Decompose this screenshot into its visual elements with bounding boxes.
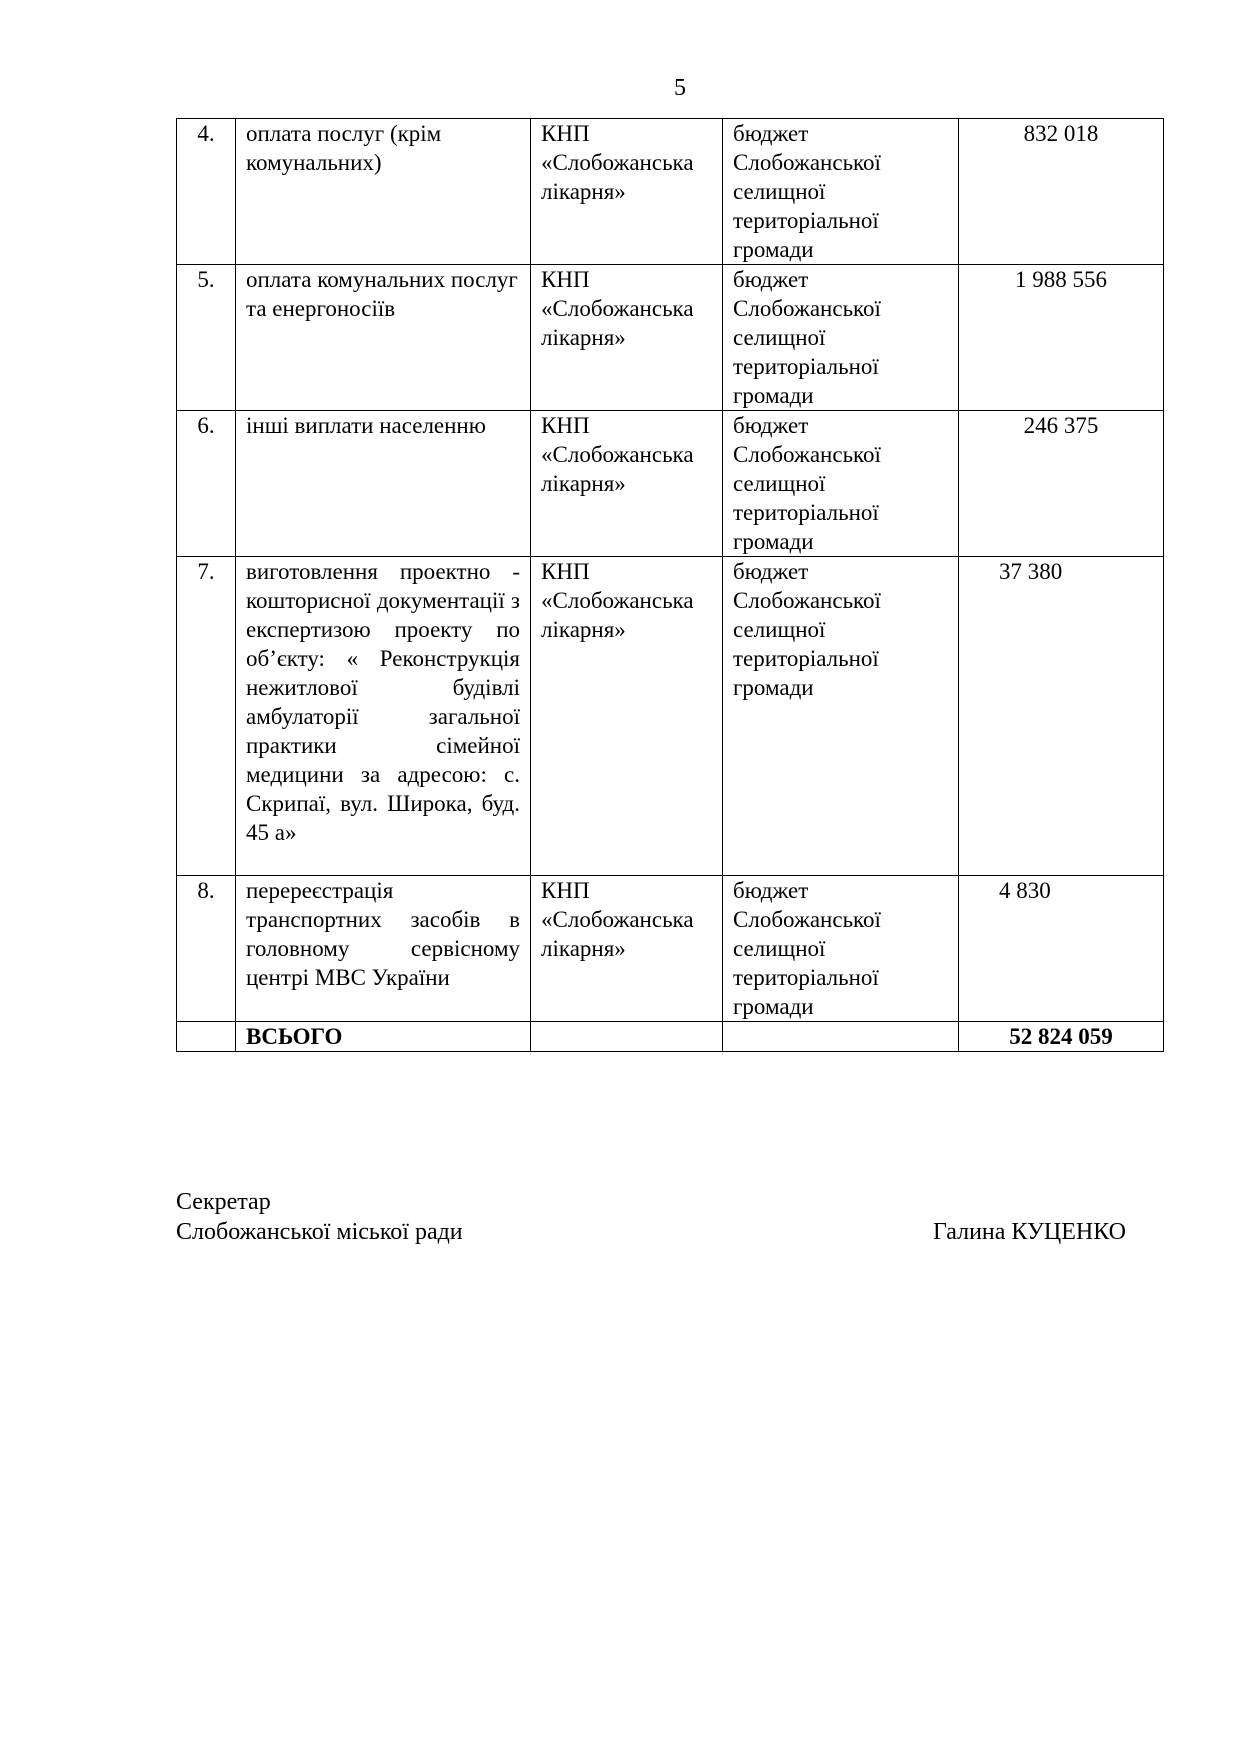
expense-name: оплата комунальних послуг та енергоносіїв: [236, 265, 531, 411]
expense-name: інші виплати населенню: [236, 411, 531, 557]
amount: 37 380: [959, 557, 1164, 876]
table-row: [177, 265, 1164, 411]
funding-source: бюджет Слобожанської селищної територіальної громади: [723, 557, 959, 876]
amount: 246 375: [959, 411, 1164, 557]
funding-source: бюджет Слобожанської селищної територіальної громади: [723, 265, 959, 411]
signer-council: Слобожанської міської ради: [176, 1219, 463, 1245]
expense-name: виготовлення проектно - кошторисної документації з експертизою проекту по об’єкту: « Реконструкція нежитлової будівлі амбулаторії загальної практики сімейної медицини за адресою: с. Скрипаї, вул. Широка, буд. 45 а»: [236, 557, 531, 876]
total-organization-cell: [531, 1022, 723, 1052]
organization: КНП «Слобожанська лікарня»: [531, 265, 723, 411]
organization: КНП «Слобожанська лікарня»: [531, 876, 723, 1022]
amount: 832 018: [959, 119, 1164, 265]
row-number: 7.: [177, 557, 236, 876]
total-amount: 52 824 059: [959, 1022, 1164, 1052]
row-number: 8.: [177, 876, 236, 1022]
budget-table: [176, 118, 1164, 1052]
amount: 4 830: [959, 876, 1164, 1022]
funding-source: бюджет Слобожанської селищної територіальної громади: [723, 876, 959, 1022]
table-row: [177, 119, 1164, 265]
funding-source: бюджет Слобожанської селищної територіальної громади: [723, 119, 959, 265]
table-row: [177, 876, 1164, 1022]
funding-source: бюджет Слобожанської селищної територіальної громади: [723, 411, 959, 557]
table-row: [177, 411, 1164, 557]
row-number: 6.: [177, 411, 236, 557]
expense-name: перереєстрація транспортних засобів в головному сервісному центрі МВС України: [236, 876, 531, 1022]
organization: КНП «Слобожанська лікарня»: [531, 557, 723, 876]
table-row: [177, 557, 1164, 876]
total-source-cell: [723, 1022, 959, 1052]
total-label: ВСЬОГО: [236, 1022, 531, 1052]
row-number: 4.: [177, 119, 236, 265]
organization: КНП «Слобожанська лікарня»: [531, 119, 723, 265]
total-number-cell: [177, 1022, 236, 1052]
organization: КНП «Слобожанська лікарня»: [531, 411, 723, 557]
signer-position: Секретар: [176, 1189, 271, 1215]
row-number: 5.: [177, 265, 236, 411]
amount: 1 988 556: [959, 265, 1164, 411]
expense-name: оплата послуг (крім комунальних): [236, 119, 531, 265]
signer-name: Галина КУЦЕНКО: [932, 1219, 1126, 1245]
total-row: [177, 1022, 1164, 1052]
signature-block: [176, 1187, 1126, 1247]
page-number: 5: [674, 75, 686, 101]
